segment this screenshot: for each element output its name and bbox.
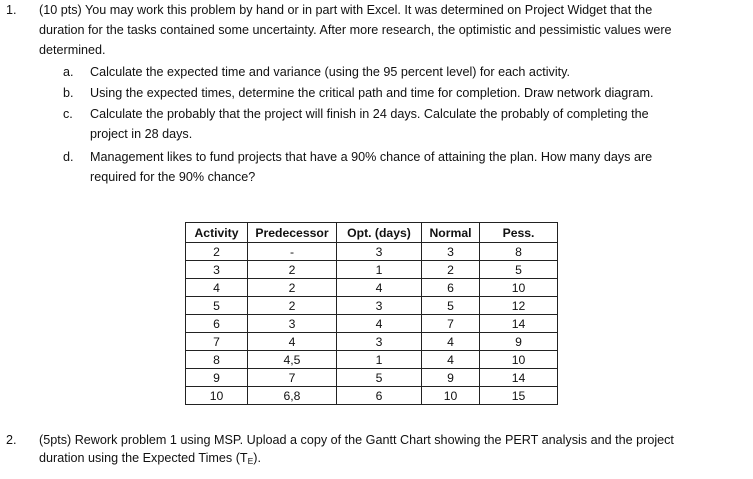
question-1-text-line-1: (10 pts) You may work this problem by hand or in part with Excel. It was determined on Project Widget that the [39, 3, 653, 17]
part-c-text-line-2: project in 28 days. [90, 127, 193, 141]
question-2-text-line-1: (5pts) Rework problem 1 using MSP. Upload a copy of the Gantt Chart showing the PERT analysis and the project [39, 433, 674, 447]
table-cell: 6 [337, 387, 422, 405]
table-cell: 4 [337, 279, 422, 297]
table-header-row [186, 223, 558, 243]
table-cell: 2 [248, 279, 337, 297]
header-normal: Normal [422, 223, 480, 243]
table-cell: 14 [480, 369, 558, 387]
table-row [186, 279, 558, 297]
question-2-line-2-prefix: duration using the Expected Times (T [39, 451, 248, 465]
table-cell: 3 [337, 333, 422, 351]
question-1-text-line-3: determined. [39, 43, 106, 57]
part-d-text-line-2: required for the 90% chance? [90, 170, 256, 184]
header-pessimistic: Pess. [480, 223, 558, 243]
part-b-letter: b. [63, 86, 74, 100]
table-cell: 10 [480, 279, 558, 297]
table-cell: 2 [186, 243, 248, 261]
table-cell: 9 [422, 369, 480, 387]
table-row [186, 243, 558, 261]
part-c-letter: c. [63, 107, 73, 121]
part-a-text: Calculate the expected time and variance (using the 95 percent level) for each activity. [90, 65, 570, 79]
part-d-text-line-1: Management likes to fund projects that have a 90% chance of attaining the plan. How many days are [90, 150, 653, 164]
table-cell: - [248, 243, 337, 261]
question-1-number: 1. [6, 3, 17, 17]
table-cell: 5 [480, 261, 558, 279]
table-cell: 5 [422, 297, 480, 315]
header-activity: Activity [186, 223, 248, 243]
table-cell: 3 [337, 297, 422, 315]
header-predecessor: Predecessor [248, 223, 337, 243]
table-row [186, 369, 558, 387]
table-cell: 6 [422, 279, 480, 297]
table-cell: 15 [480, 387, 558, 405]
table-cell: 2 [422, 261, 480, 279]
table-cell: 4 [186, 279, 248, 297]
table-cell: 9 [480, 333, 558, 351]
table-row [186, 297, 558, 315]
table-cell: 10 [480, 351, 558, 369]
table-cell: 8 [480, 243, 558, 261]
table-cell: 3 [186, 261, 248, 279]
table-row [186, 351, 558, 369]
table-cell: 10 [186, 387, 248, 405]
table-cell: 4 [337, 315, 422, 333]
table-cell: 3 [248, 315, 337, 333]
table-cell: 5 [186, 297, 248, 315]
table-cell: 2 [248, 261, 337, 279]
table-cell: 10 [422, 387, 480, 405]
table-row [186, 315, 558, 333]
part-b-text: Using the expected times, determine the critical path and time for completion. Draw network diagram. [90, 86, 654, 100]
table-cell: 8 [186, 351, 248, 369]
question-2-line-2-suffix: ). [253, 451, 261, 465]
table-cell: 6,8 [248, 387, 337, 405]
table-cell: 5 [337, 369, 422, 387]
table-cell: 4 [248, 333, 337, 351]
table-cell: 4 [422, 351, 480, 369]
table-cell: 3 [337, 243, 422, 261]
activity-table [185, 222, 558, 405]
table-cell: 6 [186, 315, 248, 333]
question-2-number: 2. [6, 433, 17, 447]
table-cell: 7 [422, 315, 480, 333]
question-2-text-line-2 [39, 450, 261, 469]
header-optimistic: Opt. (days) [337, 223, 422, 243]
table-cell: 7 [186, 333, 248, 351]
table-row [186, 387, 558, 405]
table-cell: 4 [422, 333, 480, 351]
table-cell: 14 [480, 315, 558, 333]
table-row [186, 261, 558, 279]
table-cell: 7 [248, 369, 337, 387]
part-d-letter: d. [63, 150, 74, 164]
table-cell: 9 [186, 369, 248, 387]
table-cell: 3 [422, 243, 480, 261]
table-cell: 2 [248, 297, 337, 315]
expected-time-subscript: E [247, 456, 254, 466]
table-cell: 12 [480, 297, 558, 315]
question-1-text-line-2: duration for the tasks contained some uncertainty. After more research, the optimistic and pessimistic values were [39, 23, 672, 37]
part-c-text-line-1: Calculate the probably that the project will finish in 24 days. Calculate the probably of completing the [90, 107, 649, 121]
table-cell: 1 [337, 351, 422, 369]
table-cell: 1 [337, 261, 422, 279]
part-a-letter: a. [63, 65, 74, 79]
table-row [186, 333, 558, 351]
table-cell: 4,5 [248, 351, 337, 369]
